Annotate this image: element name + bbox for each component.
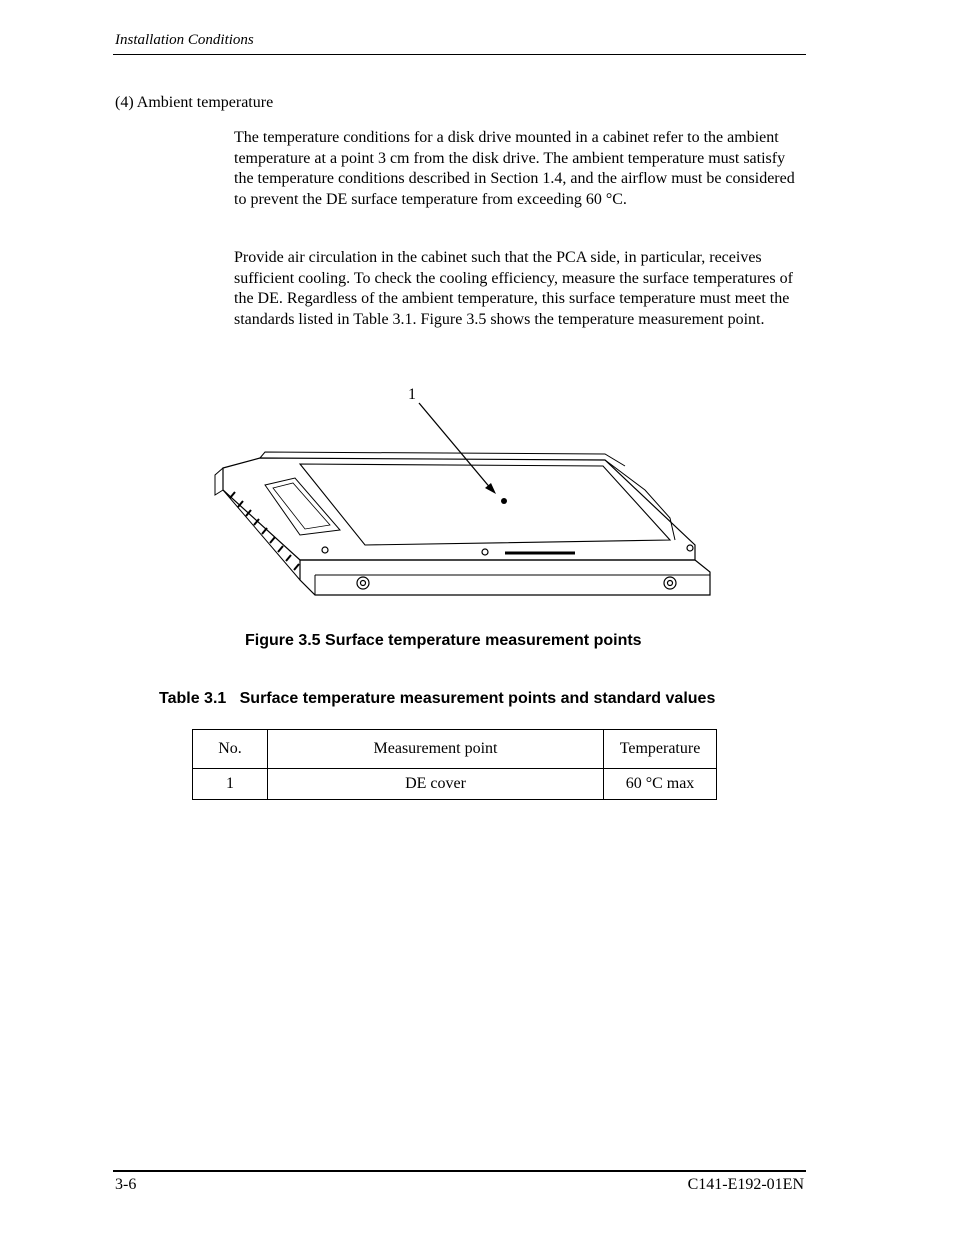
table-header-point: Measurement point bbox=[268, 730, 604, 769]
header-rule bbox=[113, 54, 806, 55]
disk-drive-drawing bbox=[215, 452, 710, 595]
table-cell-point: DE cover bbox=[268, 769, 604, 800]
temperature-table bbox=[192, 729, 717, 800]
paragraph-air-circulation: Provide air circulation in the cabinet such that the PCA side, in particular, receives sufficient cooling. To check the cooling efficiency, measure the surface temperatures of the DE. Regardless of the ambient temperature, this surface temperature must meet the standards listed in Table 3.1. Figure 3.5 shows the temperature measurement point. bbox=[234, 249, 793, 328]
table-cell-no: 1 bbox=[193, 769, 268, 800]
disk-drive-figure bbox=[205, 380, 720, 605]
document-id: C141-E192-01EN bbox=[687, 1176, 804, 1193]
running-header: Installation Conditions bbox=[115, 32, 254, 48]
section-heading: (4) Ambient temperature bbox=[115, 94, 274, 111]
table-header-temperature: Temperature bbox=[604, 730, 717, 769]
table-row bbox=[193, 769, 717, 800]
table-caption: Table 3.1 Surface temperature measurement points and standard values bbox=[159, 690, 716, 707]
table-header-row bbox=[193, 730, 717, 769]
callout-arrowhead bbox=[485, 483, 496, 494]
figure-caption: Figure 3.5 Surface temperature measurement points bbox=[245, 632, 642, 649]
footer-rule bbox=[113, 1170, 806, 1172]
callout-label: 1 bbox=[408, 386, 416, 403]
paragraph-ambient-conditions: The temperature conditions for a disk drive mounted in a cabinet refer to the ambient temperature at a point 3 cm from the disk drive. The ambient temperature must satisfy the temperature conditions described in Section 1.4, and the airflow must be considered to prevent the DE surface temperature from exceeding 60 °C. bbox=[234, 129, 795, 208]
measurement-point bbox=[501, 498, 507, 504]
table-cell-temperature: 60 °C max bbox=[604, 769, 717, 800]
callout-arrow bbox=[419, 403, 492, 490]
table-header-no: No. bbox=[193, 730, 268, 769]
page-number: 3-6 bbox=[115, 1176, 137, 1193]
